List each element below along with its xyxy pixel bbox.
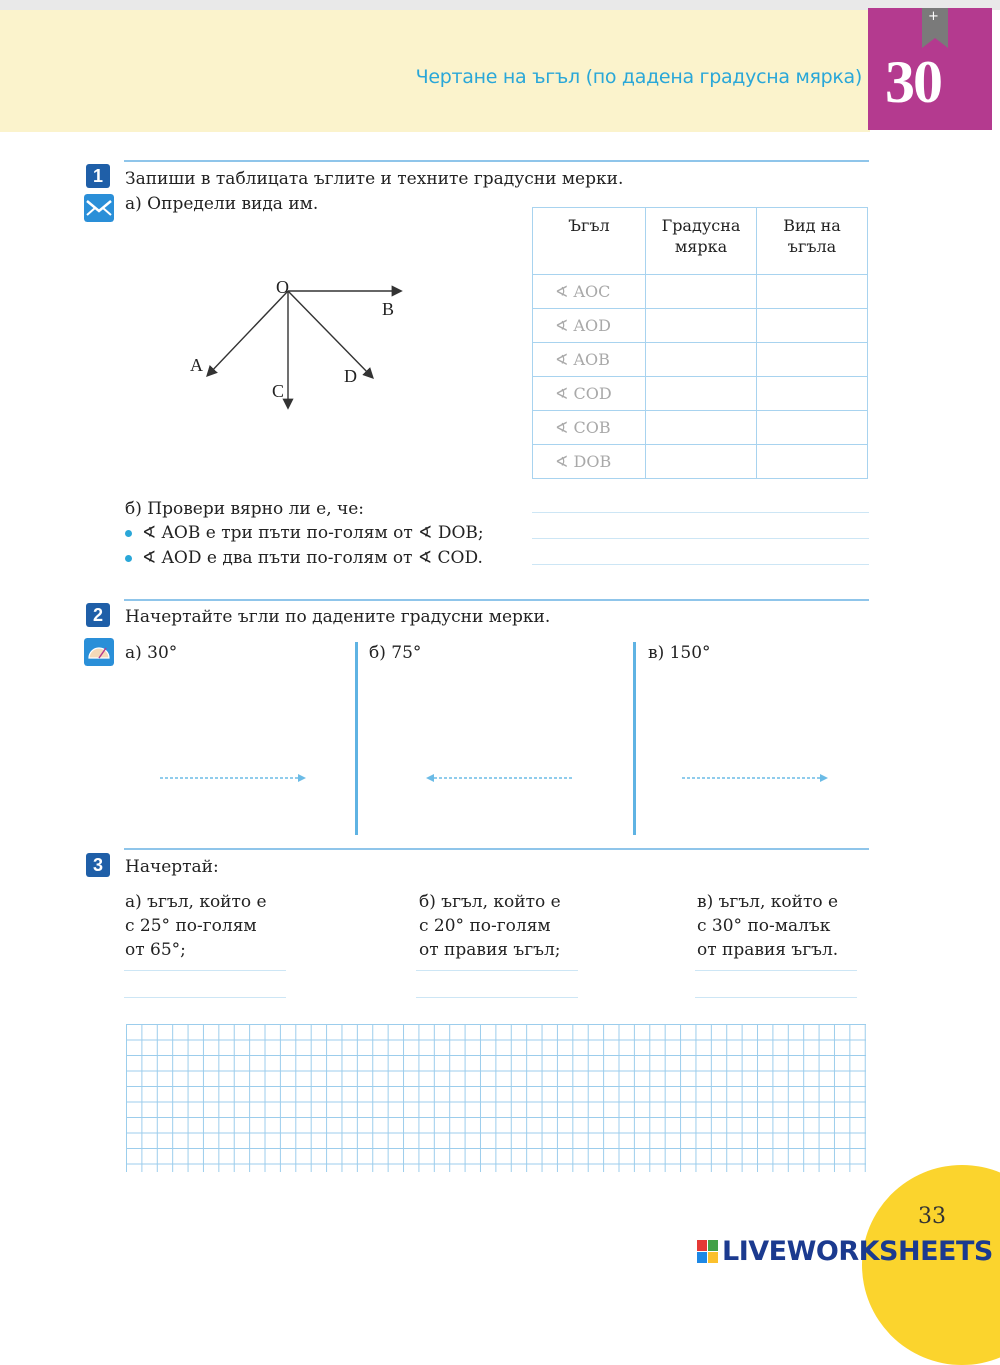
label-c: C: [272, 381, 285, 401]
exercise-1-number: 1: [86, 164, 110, 188]
label-o: O: [276, 277, 289, 297]
table-row: [533, 377, 868, 411]
angle-task-b: б) 75°: [369, 643, 422, 663]
column-divider: [355, 642, 358, 835]
answer-line[interactable]: [532, 538, 869, 539]
ray-oa: [208, 291, 288, 375]
drawing-grid[interactable]: [126, 1024, 866, 1172]
degree-input-cell[interactable]: [646, 377, 757, 411]
table-row: [533, 343, 868, 377]
type-input-cell[interactable]: [757, 275, 868, 309]
angle-cell: ∢ COB: [533, 411, 646, 445]
column-divider: [633, 642, 636, 835]
exercise-1-part-b: б) Провери вярно ли е, че:: [125, 499, 365, 519]
degree-input-cell[interactable]: [646, 309, 757, 343]
ray-od: [288, 291, 372, 377]
answer-line[interactable]: [532, 564, 869, 565]
protractor-icon: [84, 638, 114, 666]
lesson-number: 30: [885, 49, 941, 115]
table-row: [533, 275, 868, 309]
angle-task-a: а) 30°: [125, 643, 178, 663]
brand-name: LIVEWORKSHEETS: [722, 1236, 993, 1267]
label-d: D: [344, 366, 357, 386]
angle-cell: ∢ COD: [533, 377, 646, 411]
check-statement: ∢ AOB е три пъти по-голям от ∢ DOB;: [142, 523, 484, 543]
liveworksheets-logo-icon: [697, 1240, 719, 1264]
degree-input-cell[interactable]: [646, 275, 757, 309]
bullet-icon: [125, 555, 132, 562]
answer-line[interactable]: [416, 997, 578, 998]
angles-table: [532, 207, 868, 479]
type-input-cell[interactable]: [757, 377, 868, 411]
draw-task-c: в) ъгъл, който е с 30° по-малък от правия ъгъл.: [697, 892, 839, 960]
draw-task-a: а) ъгъл, който е с 25° по-голям от 65°;: [125, 892, 267, 960]
answer-line[interactable]: [124, 997, 286, 998]
exercise-1-part-a: а) Определи вида им.: [125, 194, 319, 214]
check-statement: ∢ AOD е два пъти по-голям от ∢ COD.: [142, 548, 483, 568]
angle-cell: ∢ DOB: [533, 445, 646, 479]
section-rule: [124, 160, 869, 162]
answer-line[interactable]: [124, 970, 286, 971]
type-input-cell[interactable]: [757, 343, 868, 377]
page-title: Чертане на ъгъл (по дадена градусна мярка): [415, 66, 862, 88]
plus-icon: +: [928, 9, 939, 24]
degree-input-cell[interactable]: [646, 445, 757, 479]
draw-task-b: б) ъгъл, който е с 20° по-голям от правия ъгъл;: [419, 892, 561, 960]
ray-arrow-right[interactable]: [158, 770, 308, 786]
type-input-cell[interactable]: [757, 411, 868, 445]
table-header: Градусна мярка: [646, 208, 757, 275]
type-input-cell[interactable]: [757, 445, 868, 479]
degree-input-cell[interactable]: [646, 343, 757, 377]
table-header: Ъгъл: [533, 208, 646, 275]
angle-task-c: в) 150°: [648, 643, 711, 663]
angle-diagram: [180, 265, 420, 425]
table-row: [533, 445, 868, 479]
answer-line[interactable]: [532, 512, 869, 513]
envelope-icon: [84, 194, 114, 222]
table-row: [533, 309, 868, 343]
answer-line[interactable]: [416, 970, 578, 971]
answer-line[interactable]: [695, 997, 857, 998]
degree-input-cell[interactable]: [646, 411, 757, 445]
exercise-3-number: 3: [86, 853, 110, 877]
angle-cell: ∢ AOC: [533, 275, 646, 309]
answer-line[interactable]: [695, 970, 857, 971]
top-edge: [0, 0, 1000, 10]
ray-arrow-left[interactable]: [424, 770, 574, 786]
section-rule: [124, 848, 869, 850]
label-b: B: [382, 299, 395, 319]
table-header: Вид на ъгъла: [757, 208, 868, 275]
page-number: 33: [918, 1204, 946, 1229]
exercise-1-instruction: Запиши в таблицата ъглите и техните градусни мерки.: [125, 169, 624, 189]
type-input-cell[interactable]: [757, 309, 868, 343]
exercise-2-number: 2: [86, 603, 110, 627]
table-row: [533, 411, 868, 445]
section-rule: [124, 599, 869, 601]
exercise-2-instruction: Начертайте ъгли по дадените градусни мерки.: [125, 607, 551, 627]
exercise-3-instruction: Начертай:: [125, 857, 219, 877]
bullet-icon: [125, 530, 132, 537]
angle-cell: ∢ AOB: [533, 343, 646, 377]
label-a: A: [190, 355, 203, 375]
angle-cell: ∢ AOD: [533, 309, 646, 343]
ray-arrow-right[interactable]: [680, 770, 830, 786]
